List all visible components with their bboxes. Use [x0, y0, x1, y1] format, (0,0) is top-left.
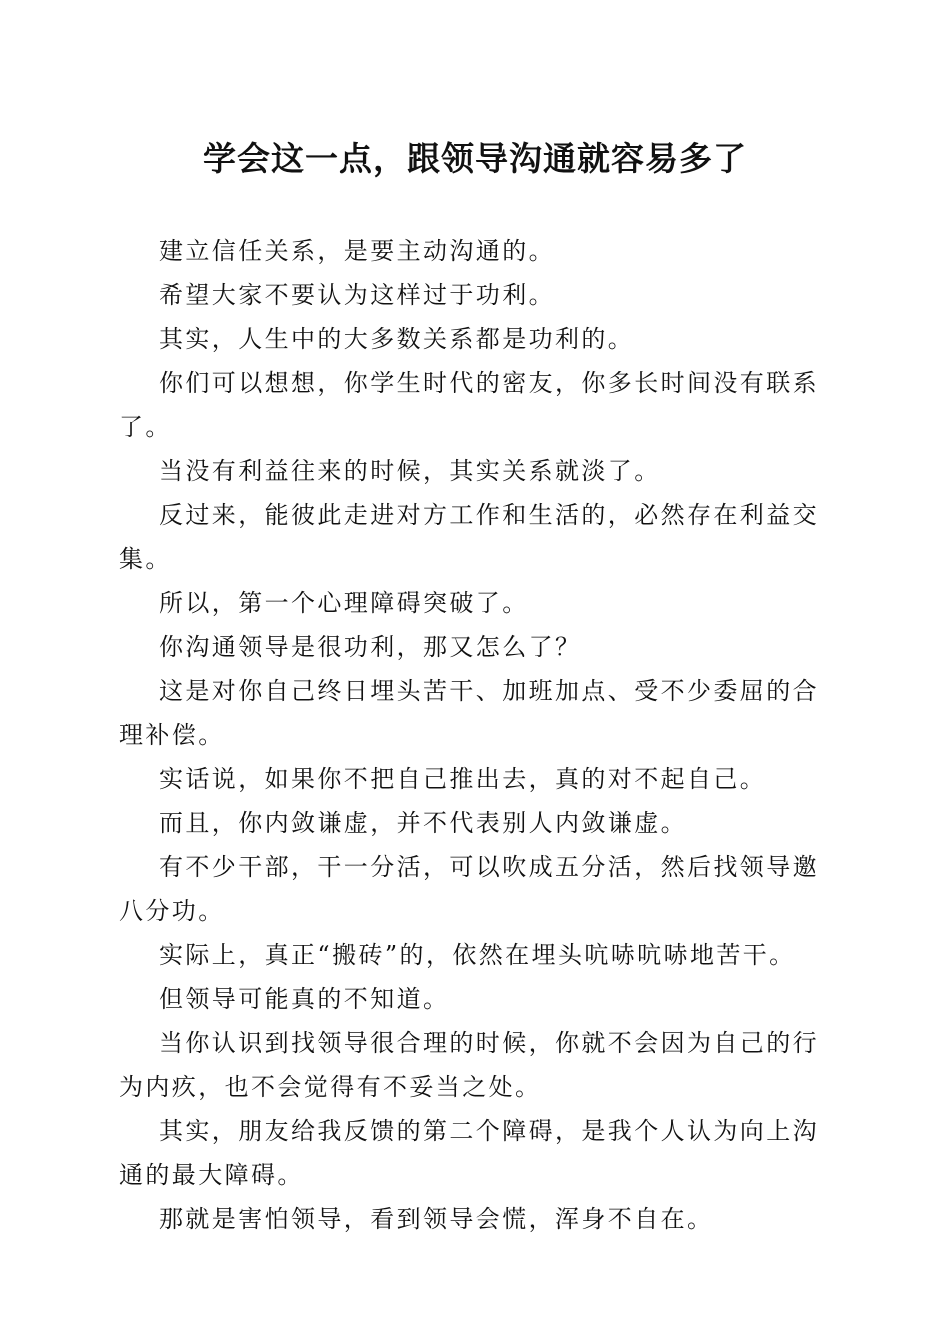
paragraph-7: 所以，第一个心理障碍突破了。	[159, 589, 529, 617]
paragraph-11: 而且，你内敛谦虚，并不代表别人内敛谦虚。	[159, 809, 687, 837]
paragraph-17: 那就是害怕领导，看到领导会慌，浑身不自在。	[159, 1205, 714, 1233]
paragraph-2: 希望大家不要认为这样过于功利。	[159, 281, 555, 309]
paragraph-8: 你沟通领导是很功利，那又怎么了？	[159, 633, 582, 661]
paragraph-9: 这是对你自己终日埋头苦干、加班加点、受不少委屈的合理补偿。	[119, 677, 819, 749]
paragraph-13: 实际上，真正“搬砖”的，依然在埋头吭哧吭哧地苦干。	[159, 941, 796, 969]
paragraph-5: 当没有利益往来的时候，其实关系就淡了。	[159, 457, 661, 485]
paragraph-12: 有不少干部，干一分活，可以吹成五分活，然后找领导邀八分功。	[119, 853, 819, 925]
paragraph-6: 反过来，能彼此走进对方工作和生活的，必然存在利益交集。	[119, 501, 819, 573]
paragraph-4: 你们可以想想，你学生时代的密友，你多长时间没有联系了。	[119, 369, 819, 441]
paragraph-10: 实话说，如果你不把自己推出去，真的对不起自己。	[159, 765, 767, 793]
paragraph-1: 建立信任关系，是要主动沟通的。	[159, 237, 555, 265]
paragraph-15: 当你认识到找领导很合理的时候，你就不会因为自己的行为内疚，也不会觉得有不妥当之处。	[119, 1029, 819, 1101]
paragraph-16: 其实，朋友给我反馈的第二个障碍，是我个人认为向上沟通的最大障碍。	[119, 1117, 819, 1189]
paragraph-14: 但领导可能真的不知道。	[159, 985, 450, 1013]
paragraph-3: 其实，人生中的大多数关系都是功利的。	[159, 325, 635, 353]
document-title: 学会这一点，跟领导沟通就容易多了	[203, 139, 747, 178]
document-body	[119, 229, 839, 1241]
